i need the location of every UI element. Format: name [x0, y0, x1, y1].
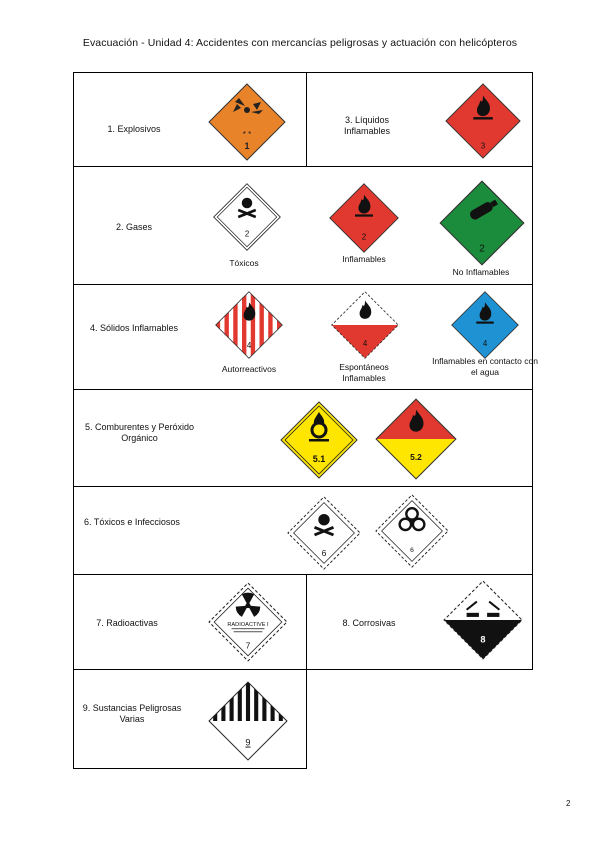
explosive-mark: * *: [242, 130, 252, 139]
row-oxidizers: [73, 389, 533, 487]
dangerous-when-wet-sign: [450, 290, 520, 360]
radioactive-label-text: RADIOACTIVE I: [227, 622, 269, 629]
corrosive-number: 8: [480, 634, 486, 645]
peroxide-number: 5.2: [410, 452, 422, 462]
explosive-number: 1: [244, 141, 250, 151]
caption-non-flammable: No Inflamables: [452, 267, 510, 277]
row-explosives-flammable-liquids: [73, 72, 533, 167]
radioactive-sign: [207, 581, 289, 663]
label-toxic-infectious: 6. Tóxicos e Infecciosos: [84, 517, 180, 527]
label-oxidizers: 5. Comburentes y Peróxido Orgánico: [84, 422, 195, 443]
row-gases: [73, 166, 533, 285]
self-reactive-sign: [214, 290, 284, 360]
infectious-sign: [374, 493, 450, 569]
caption-toxic: Tóxicos: [229, 258, 259, 268]
explosive-sign: [207, 82, 287, 162]
caption-self-reactive: Autorreactivos: [221, 364, 277, 374]
label-miscellaneous: 9. Sustancias Peligrosas Varias: [82, 703, 182, 724]
infectious-number: 6: [410, 546, 414, 554]
miscellaneous-number: 9: [245, 737, 251, 748]
radioactive-number: 7: [245, 641, 251, 651]
row-toxic-infectious: [73, 486, 533, 575]
row-flammable-solids: [73, 284, 538, 390]
spontaneous-number: 4: [362, 339, 368, 348]
caption-flammable-gas: Inflamables: [342, 254, 386, 264]
toxic-gas-number: 2: [244, 229, 250, 239]
flammable-liquid-number: 3: [480, 141, 486, 151]
flammable-gas-number: 2: [361, 232, 367, 242]
toxic-sign: [286, 495, 362, 571]
self-reactive-number: 4: [246, 340, 252, 350]
label-flammable-liquids: 3. Líquidos Inflamables: [343, 115, 391, 136]
page-number: 2: [566, 799, 571, 808]
oxidizer-sign: [279, 400, 359, 480]
non-flammable-gas-sign: [438, 179, 526, 267]
non-flammable-gas-number: 2: [479, 243, 485, 255]
wet-number: 4: [482, 339, 488, 348]
corrosive-sign: [442, 579, 524, 661]
label-corrosive: 8. Corrosivas: [342, 618, 396, 628]
page-header: Evacuación - Unidad 4: Accidentes con mercancías peligrosas y actuación con helicópteros: [82, 37, 518, 49]
row-radioactive-corrosive: [73, 574, 533, 670]
caption-wet: Inflamables en contacto con el agua: [432, 356, 538, 377]
miscellaneous-sign: [207, 680, 289, 762]
flammable-liquid-sign: [444, 82, 522, 160]
caption-spontaneous: Espontáneos Inflamables: [339, 362, 389, 383]
toxic-gas-sign: [212, 182, 282, 252]
row-miscellaneous: [73, 669, 307, 769]
organic-peroxide-sign: [374, 397, 458, 481]
oxidizer-number: 5.1: [312, 454, 326, 464]
label-radioactive: 7. Radioactivas: [96, 618, 158, 628]
label-gases: 2. Gases: [115, 222, 153, 232]
spontaneous-combustible-sign: [330, 290, 400, 360]
label-explosives: 1. Explosivos: [107, 124, 161, 134]
label-flammable-solids: 4. Sólidos Inflamables: [89, 323, 179, 333]
flammable-gas-sign: [328, 182, 400, 254]
toxic-number: 6: [321, 547, 327, 558]
